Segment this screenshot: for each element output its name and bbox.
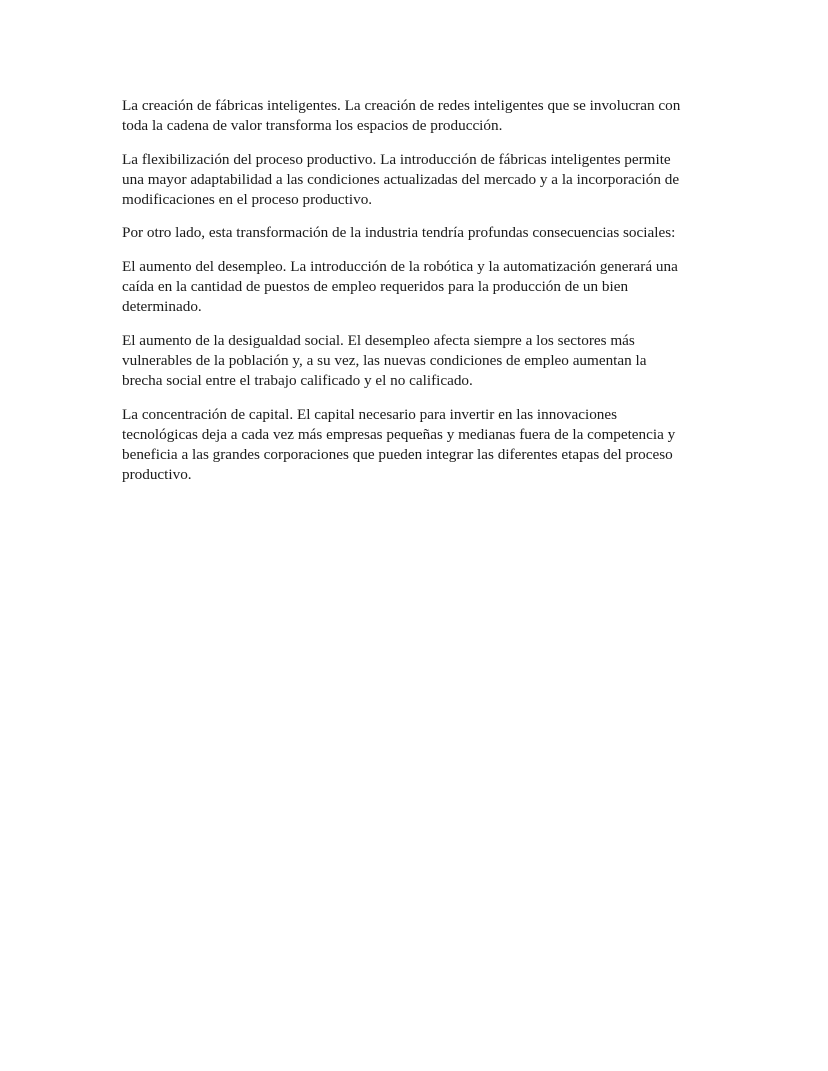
text-line: La flexibilización del proceso productivo. La introducción de fábricas inteligentes permite bbox=[122, 150, 671, 168]
paragraph-social-consequences-intro bbox=[122, 223, 712, 243]
paragraph-smart-factories bbox=[122, 96, 712, 137]
text-line: modificaciones en el proceso productivo. bbox=[122, 191, 373, 209]
paragraph-unemployment bbox=[122, 257, 712, 318]
text-line: beneficia a las grandes corporaciones que pueden integrar las diferentes etapas del proceso bbox=[122, 446, 673, 464]
text-line: productivo. bbox=[122, 466, 192, 484]
text-line: caída en la cantidad de puestos de empleo requeridos para la producción de un bien bbox=[122, 278, 629, 296]
paragraph-social-inequality bbox=[122, 331, 712, 392]
text-line: toda la cadena de valor transforma los espacios de producción. bbox=[122, 117, 503, 135]
text-line: una mayor adaptabilidad a las condiciones actualizadas del mercado y a la incorporación de bbox=[122, 170, 680, 188]
text-line: tecnológicas deja a cada vez más empresas pequeñas y medianas fuera de la competencia y bbox=[122, 425, 676, 443]
paragraph-flexibilization bbox=[122, 150, 712, 211]
text-line: Por otro lado, esta transformación de la industria tendría profundas consecuencias sociales: bbox=[122, 224, 676, 242]
text-line: brecha social entre el trabajo calificado y el no calificado. bbox=[122, 372, 473, 390]
text-line: La creación de fábricas inteligentes. La creación de redes inteligentes que se involucran con bbox=[122, 97, 681, 114]
text-line: vulnerables de la población y, a su vez, las nuevas condiciones de empleo aumentan la bbox=[122, 351, 647, 369]
text-line: El aumento del desempleo. La introducción de la robótica y la automatización generará una bbox=[122, 257, 678, 275]
text-line: La concentración de capital. El capital necesario para invertir en las innovaciones bbox=[122, 405, 618, 423]
text-line: El aumento de la desigualdad social. El desempleo afecta siempre a los sectores más bbox=[122, 331, 635, 349]
paragraph-capital-concentration bbox=[122, 405, 712, 486]
document-body bbox=[122, 96, 712, 499]
text-line: determinado. bbox=[122, 298, 202, 316]
